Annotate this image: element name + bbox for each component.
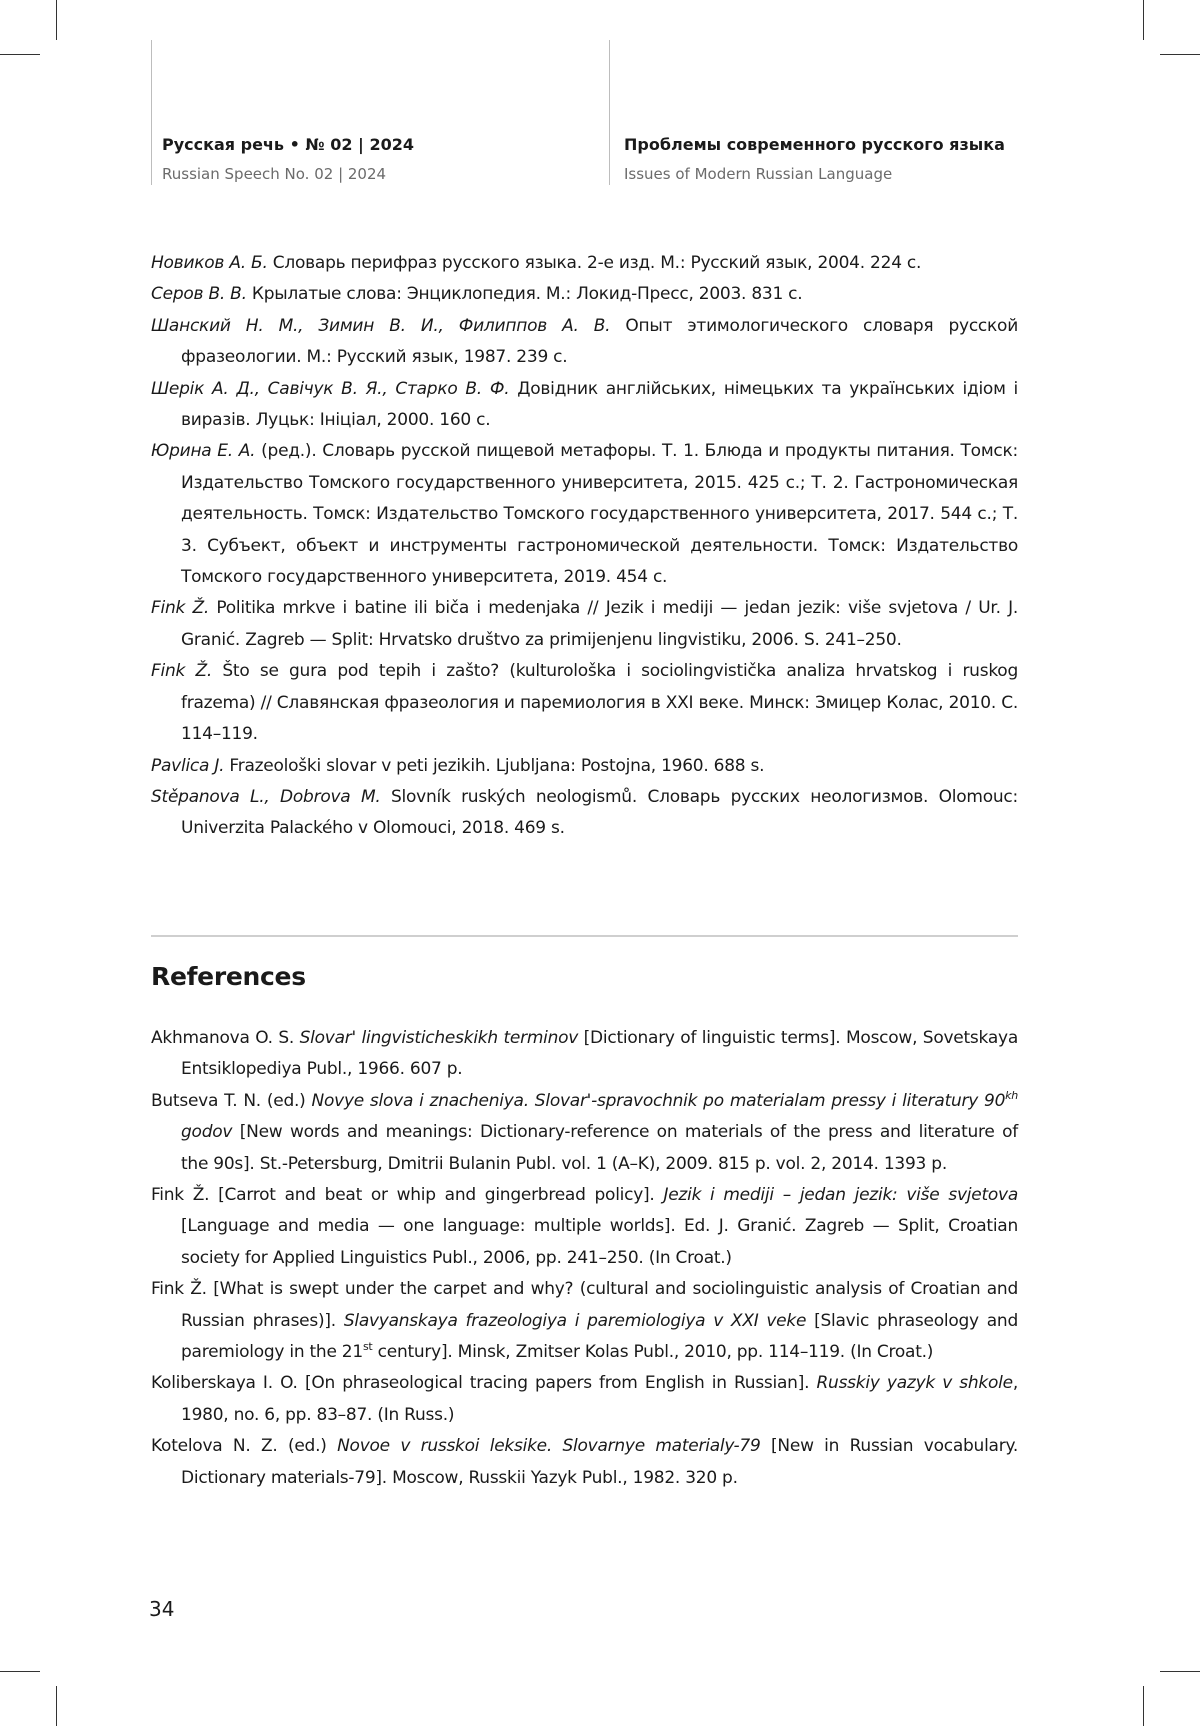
section-title-english: Issues of Modern Russian Language <box>624 165 893 183</box>
list-item: Шерік А. Д., Савічук В. Я., Старко В. Ф. Довідник англійських, німецьких та українських ідіом і виразів. Луцьк: Ініціал, 2000. 160 с. <box>151 378 1018 431</box>
running-header-right <box>609 40 1060 185</box>
list-item: Pavlica J. Frazeološki slovar v peti jezikih. Ljubljana: Postojna, 1960. 688 s. <box>151 755 765 776</box>
references-list <box>151 1023 1018 1494</box>
crop-mark <box>56 1686 57 1726</box>
list-item: Юрина Е. А. (ред.). Словарь русской пищевой метафоры. Т. 1. Блюда и продукты питания. Томск: Издательство Томского государственного университета, 2015. 425 с.; Т. 2. Гастрономическая деятельность. Томск: Издательство Томского государственного университета, 2017. 544 с.; Т. 3. Субъект, объект и инструменты гастрономической деятельности. Томск: Издательство Томского государственного университета, 2019. 454 с. <box>151 441 1018 588</box>
crop-mark <box>0 1671 40 1672</box>
references-heading: References <box>151 962 306 991</box>
list-item: Butseva T. N. (ed.) Novye slova i znacheniya. Slovar'-spravochnik po materialam pressy i literatury $90^{kh}$ godov [New words and meanings: Dictionary-reference on materials of the press and literature of the 90s]. St.-Petersburg, Dmitrii Bulanin Publ. vol. 1 (A–K), 2009. 815 p. vol. 2, 2014. 1393 p. <box>151 1088 1018 1174</box>
crop-mark <box>0 54 40 55</box>
crop-mark <box>56 0 57 40</box>
crop-mark <box>1160 1671 1200 1672</box>
list-item: Шанский Н. М., Зимин В. И., Филиппов А. В. Опыт этимологического словаря русской фразеологии. М.: Русский язык, 1987. 239 с. <box>151 315 1018 368</box>
list-item: Kotelova N. Z. (ed.) Novoe v russkoi leksike. Slovarnye materialy-79 [New in Russian vocabulary. Dictionary materials-79]. Moscow, Russkii Yazyk Publ., 1982. 320 p. <box>151 1436 1018 1488</box>
list-item: Fink Ž. [Carrot and beat or whip and gingerbread policy]. Jezik i mediji – jedan jezik: više svjetova [Language and media — one language: multiple worlds]. Ed. J. Granić. Zagreb — Split, Croatian society for Applied Linguistics Publ., 2006, pp. 241–250. (In Croat.) <box>151 1185 1018 1268</box>
list-item: Fink Ž. [What is swept under the carpet and why? (cultural and sociolinguistic analysis of Croatian and Russian phrases)]. Slavyanskaya frazeologiya i paremiologiya v XXI veke [Slavic phraseology and paremiology in the 21st century]. Minsk, Zmitser Kolas Publ., 2010, pp. 114–119. (In Croat.) <box>151 1279 1018 1363</box>
list-item: Akhmanova O. S. Slovar' lingvisticheskikh terminov [Dictionary of linguistic terms]. Moscow, Sovetskaya Entsiklopediya Publ., 1966. 607 p. <box>151 1028 1018 1080</box>
crop-mark <box>1143 1686 1144 1726</box>
crop-mark <box>1143 0 1144 40</box>
journal-title: Русская речь • № 02 | 2024 <box>162 135 414 154</box>
list-item: Stěpanova L., Dobrova M. Slovník ruských neologismů. Словарь русских неологизмов. Olomouc: Univerzita Palackého v Olomouci, 2018. 469 s. <box>151 786 1018 839</box>
list-item: Fink Ž. Politika mrkve i batine ili biča i medenjaka // Jezik i mediji — jedan jezik: više svjetova / Ur. J. Granić. Zagreb — Split: Hrvatsko društvo za primijenjenu lingvistiku, 2006. S. 241–250. <box>151 598 1018 650</box>
page-number: 34 <box>149 1597 175 1621</box>
crop-mark <box>1160 54 1200 55</box>
literature-list <box>151 248 1018 845</box>
list-item: Fink Ž. Što se gura pod tepih i zašto? (kulturološka i sociolingvistička analiza hrvatskog i ruskog frazema) // Славянская фразеология и паремиология в XXI веке. Минск: Змицер Колас, 2010. С. 114–119. <box>151 661 1018 745</box>
journal-title-english: Russian Speech No. 02 | 2024 <box>162 165 387 183</box>
running-header-left <box>151 40 582 185</box>
list-item: Koliberskaya I. O. [On phraseological tracing papers from English in Russian]. Russkiy yazyk v shkole, 1980, no. 6, pp. 83–87. (In Russ.) <box>151 1373 1018 1425</box>
section-divider <box>151 935 1018 937</box>
section-title-russian: Проблемы современного русского языка <box>624 135 1005 154</box>
list-item: Серов В. В. Крылатые слова: Энциклопедия. М.: Локид-Пресс, 2003. 831 с. <box>151 284 803 305</box>
list-item: Новиков А. Б. Словарь перифраз русского языка. 2-е изд. М.: Русский язык, 2004. 224 с. <box>151 253 922 273</box>
